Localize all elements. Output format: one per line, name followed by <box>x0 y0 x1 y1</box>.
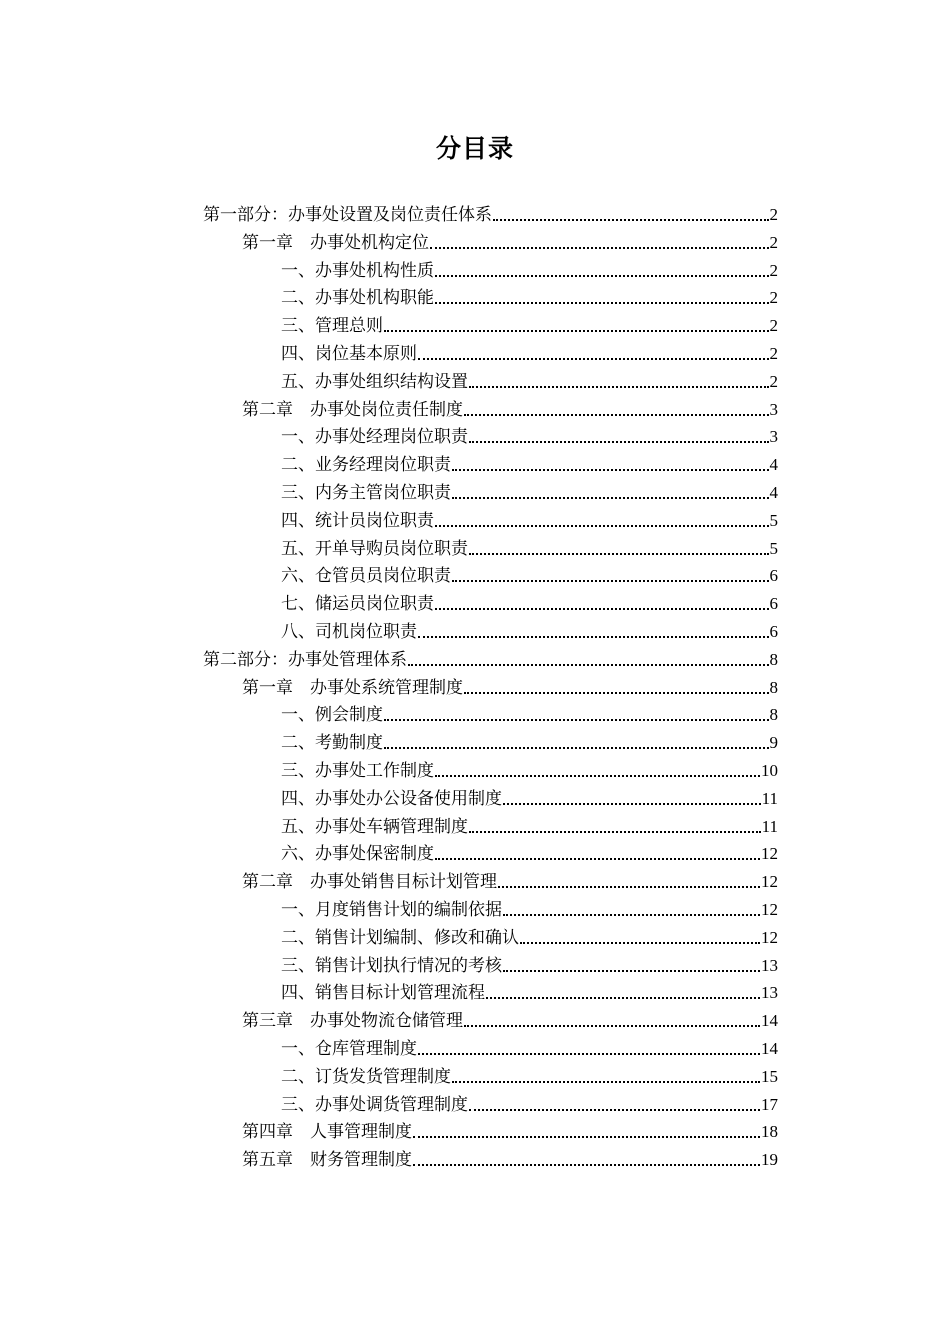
toc-dot-leader <box>464 1025 760 1027</box>
toc-entry[interactable] <box>281 615 778 643</box>
toc-entry-label: 四、办事处办公设备使用制度 <box>281 788 502 809</box>
toc-entry[interactable] <box>242 1115 778 1143</box>
toc-entry-label: 二、考勤制度 <box>281 733 383 754</box>
toc-dot-leader <box>435 775 760 777</box>
toc-page-number: 3 <box>769 399 778 419</box>
toc-page-number: 12 <box>761 872 778 892</box>
toc-entry-label: 第一部分：办事处设置及岗位责任体系 <box>203 205 492 225</box>
toc-entry[interactable] <box>242 393 778 421</box>
toc-entry[interactable] <box>281 754 778 782</box>
toc-entry[interactable] <box>281 504 778 532</box>
toc-page-number: 15 <box>761 1066 778 1086</box>
toc-entry[interactable] <box>281 337 778 365</box>
toc-entry[interactable] <box>281 559 778 587</box>
toc-entry[interactable] <box>203 643 778 671</box>
toc-dot-leader <box>413 1164 760 1166</box>
toc-page-number: 6 <box>769 622 778 641</box>
toc-dot-leader <box>503 970 760 972</box>
toc-entry-label: 七、储运员岗位职责 <box>281 594 434 615</box>
toc-dot-leader <box>493 219 769 221</box>
toc-entry-label: 四、岗位基本原则 <box>281 344 417 364</box>
toc-entry-label: 二、办事处机构职能 <box>281 288 434 309</box>
toc-entry-label: 第二部分：办事处管理体系 <box>203 649 407 670</box>
toc-entry[interactable] <box>281 976 778 1004</box>
toc-dot-leader <box>435 608 769 610</box>
toc-entry[interactable] <box>281 1088 778 1116</box>
toc-entry[interactable] <box>281 949 778 977</box>
toc-page-number: 6 <box>769 594 778 614</box>
toc-entry[interactable] <box>281 1032 778 1060</box>
toc-dot-leader <box>384 719 769 721</box>
toc-page-number: 4 <box>769 455 778 475</box>
toc-dot-leader <box>435 525 769 527</box>
toc-entry[interactable] <box>281 532 778 560</box>
toc-entry[interactable] <box>281 893 778 921</box>
toc-entry[interactable] <box>281 587 778 615</box>
toc-entry-label: 第一章 办事处系统管理制度 <box>242 677 463 698</box>
toc-dot-leader <box>418 358 769 360</box>
toc-entry[interactable] <box>281 448 778 476</box>
toc-dot-leader <box>469 386 769 388</box>
page-title: 分目录 <box>435 134 514 163</box>
toc-entry-label: 五、开单导购员岗位职责 <box>281 538 468 559</box>
toc-dot-leader <box>469 1109 760 1111</box>
toc-entry-label: 一、例会制度 <box>281 705 383 726</box>
toc-page-number: 8 <box>769 677 778 697</box>
toc-dot-leader <box>503 914 760 916</box>
toc-entry[interactable] <box>281 810 778 838</box>
toc-dot-leader <box>464 692 769 694</box>
toc-dot-leader <box>413 1136 760 1138</box>
toc-dot-leader <box>418 636 769 638</box>
toc-entry-label: 一、办事处经理岗位职责 <box>281 427 468 448</box>
toc-entry[interactable] <box>281 698 778 726</box>
toc-entry[interactable] <box>281 726 778 754</box>
toc-dot-leader <box>435 302 769 304</box>
toc-dot-leader <box>498 886 760 888</box>
toc-entry[interactable] <box>281 782 778 810</box>
toc-entry-label: 四、统计员岗位职责 <box>281 510 434 531</box>
toc-entry-label: 二、订货发货管理制度 <box>281 1066 451 1087</box>
toc-page-number: 6 <box>769 566 778 586</box>
toc-entry-label: 八、司机岗位职责 <box>281 622 417 642</box>
toc-page-number: 12 <box>761 900 778 919</box>
toc-dot-leader <box>452 1081 760 1083</box>
toc-dot-leader <box>469 553 769 555</box>
toc-dot-leader <box>520 942 760 944</box>
toc-entry-label: 五、办事处组织结构设置 <box>281 371 468 392</box>
toc-entry-label: 第二章 办事处岗位责任制度 <box>242 399 463 420</box>
toc-dot-leader <box>452 469 769 471</box>
toc-entry-label: 一、仓库管理制度 <box>281 1039 417 1059</box>
toc-entry-label: 三、内务主管岗位职责 <box>281 483 451 503</box>
toc-entry-label: 五、办事处车辆管理制度 <box>281 816 468 837</box>
toc-page-number: 5 <box>769 538 778 558</box>
toc-page-number: 19 <box>761 1150 778 1170</box>
toc-page-number: 12 <box>761 844 778 864</box>
toc-dot-leader <box>452 497 769 499</box>
toc-page-number: 11 <box>761 788 778 808</box>
toc-entry-label: 三、销售计划执行情况的考核 <box>281 955 502 976</box>
toc-entry-label: 六、办事处保密制度 <box>281 844 434 865</box>
toc-page-number: 4 <box>769 483 778 502</box>
toc-entry[interactable] <box>281 1060 778 1088</box>
toc-page-number: 9 <box>769 733 778 753</box>
toc-page-number: 10 <box>761 761 778 780</box>
toc-entry[interactable] <box>281 281 778 309</box>
toc-page-number: 12 <box>761 927 778 947</box>
toc-entry[interactable] <box>242 226 778 254</box>
toc-dot-leader <box>452 580 769 582</box>
toc-page-number: 17 <box>761 1094 778 1114</box>
toc-entry[interactable] <box>281 365 778 393</box>
toc-page-number: 14 <box>761 1039 778 1058</box>
toc-page-number: 2 <box>769 316 778 336</box>
toc-page-number: 2 <box>769 205 778 224</box>
toc-entry[interactable] <box>242 1004 778 1032</box>
toc-dot-leader <box>435 275 769 277</box>
toc-entry-label: 第三章 办事处物流仓储管理 <box>242 1011 463 1032</box>
toc-entry-label: 二、销售计划编制、修改和确认 <box>281 927 519 948</box>
toc-entry-label: 二、业务经理岗位职责 <box>281 455 451 476</box>
toc-entry[interactable] <box>203 198 778 226</box>
toc-entry[interactable] <box>242 671 778 699</box>
toc-entry-label: 第二章 办事处销售目标计划管理 <box>242 872 497 893</box>
toc-page-number: 13 <box>761 955 778 975</box>
toc-dot-leader <box>430 247 769 249</box>
toc-page-number: 3 <box>769 427 778 447</box>
toc-entry[interactable] <box>281 309 778 337</box>
toc-entry-label: 六、仓管员员岗位职责 <box>281 566 451 587</box>
toc-dot-leader <box>486 997 760 999</box>
toc-page-number: 13 <box>761 983 778 1003</box>
toc-dot-leader <box>408 664 769 666</box>
toc-page-number: 2 <box>769 288 778 308</box>
toc-entry-label: 三、办事处工作制度 <box>281 761 434 781</box>
toc-page-number: 14 <box>761 1011 778 1031</box>
toc-entry-label: 第五章 财务管理制度 <box>242 1150 412 1171</box>
toc-entry[interactable] <box>281 837 778 865</box>
toc-entry-label: 四、销售目标计划管理流程 <box>281 983 485 1004</box>
toc-page-number: 2 <box>769 344 778 363</box>
toc-entry[interactable] <box>281 254 778 282</box>
toc-dot-leader <box>503 803 761 805</box>
toc-page-number: 5 <box>769 510 778 530</box>
toc-dot-leader <box>384 330 769 332</box>
toc-entry-label: 一、月度销售计划的编制依据 <box>281 900 502 920</box>
toc-page-number: 2 <box>769 232 778 252</box>
toc-entry[interactable] <box>242 1143 778 1171</box>
toc-entry-label: 第四章 人事管理制度 <box>242 1122 412 1143</box>
toc-dot-leader <box>418 1053 760 1055</box>
toc-dot-leader <box>435 858 760 860</box>
toc-entry-label: 三、办事处调货管理制度 <box>281 1094 468 1115</box>
toc-dot-leader <box>464 414 769 416</box>
toc-page-number: 8 <box>769 649 778 669</box>
toc-entry-label: 一、办事处机构性质 <box>281 260 434 281</box>
toc-entry[interactable] <box>281 476 778 504</box>
toc-entry[interactable] <box>281 921 778 949</box>
toc-dot-leader <box>469 441 769 443</box>
toc-dot-leader <box>469 831 761 833</box>
toc-entry[interactable] <box>281 420 778 448</box>
toc-page-number: 2 <box>769 260 778 280</box>
toc-entry-label: 第一章 办事处机构定位 <box>242 232 429 253</box>
toc-page-number: 11 <box>761 816 778 836</box>
toc-entry[interactable] <box>242 865 778 893</box>
toc-page-number: 8 <box>769 705 778 725</box>
toc-page-number: 2 <box>769 371 778 391</box>
toc-dot-leader <box>384 747 769 749</box>
toc-entry-label: 三、管理总则 <box>281 316 383 337</box>
toc-page-number: 18 <box>761 1122 778 1142</box>
